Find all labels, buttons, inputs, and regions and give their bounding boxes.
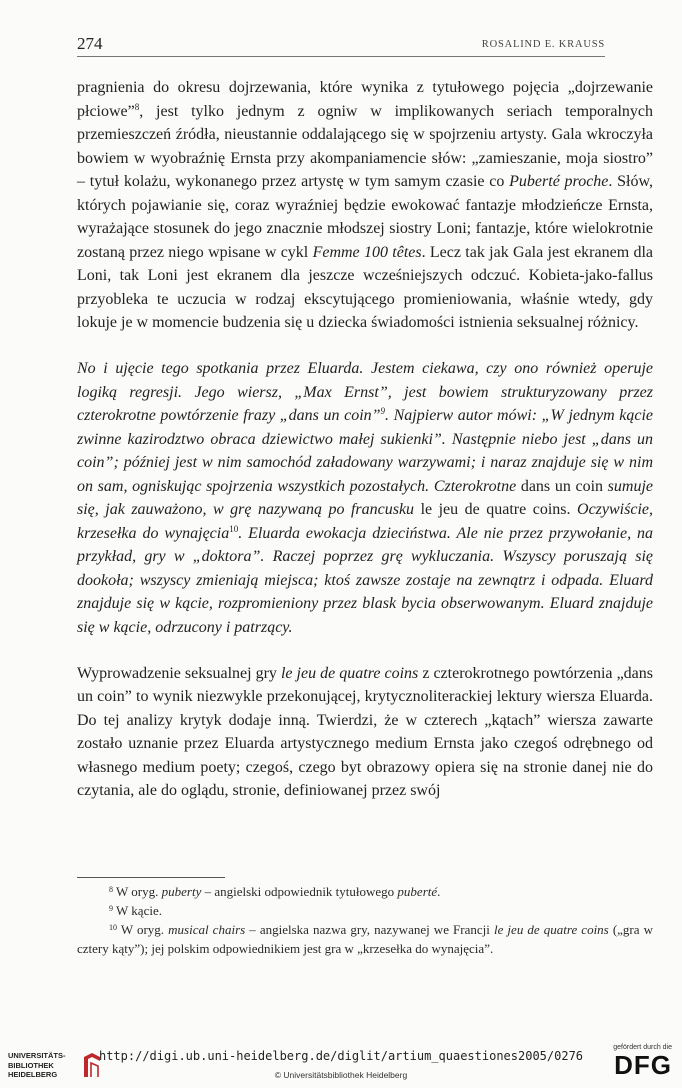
footnote-number: 9 <box>109 904 113 913</box>
text-run: Oczywiście, krzesełka do wynajęcia <box>77 501 653 542</box>
funded-by-label: gefördert durch die <box>613 1044 672 1051</box>
text-run: – angielska nazwa gry, nazywanej we Francji <box>245 922 494 937</box>
page-number: 274 <box>77 34 103 53</box>
dfg-logo[interactable] <box>608 1044 672 1086</box>
text-run: sumuje się, jak zauważono, w grę nazywaną po francusku <box>77 477 653 519</box>
text-run: Czterokrotne <box>433 477 517 495</box>
footnote-number: 10 <box>109 923 117 932</box>
footnote-rule <box>77 877 225 878</box>
text-run: musical chairs <box>168 922 246 937</box>
library-name-line: BIBLIOTHEK <box>8 1060 54 1070</box>
text-run: – angielski odpowiednik tytułowego <box>201 884 398 899</box>
text-run: le jeu de quatre coins <box>493 922 609 937</box>
footnote-10 <box>77 920 653 958</box>
text-run: z czterokrotnego powtórzenia „dans un coin” to wynik niezwykle przekonującej, krytycznoliterackiej lektury wiersza Eluarda. Do tej analizy krytyk dodaje inną. Twierdzi, że w czterech „kątach” wiersza zawarte zostało uznanie przez Eluarda artystycznego medium Ernsta jako czegoś odrębnego od własnego medium poety; czegoś, czego byt obrazowy opiera się na stronie danej nie do czytania, ale do oglądu, stronie, definiowanej przez swój <box>77 664 653 800</box>
text-run: . Słów, których pojawianie się, coraz wyraźniej będzie ewokować fantazje młodzieńcze Ernsta, wyrażające stosunek do jego znacznie młodszej siostry Loni; fantazje, które wielokrotnie zostaną przez niego wpisane w cykl <box>77 173 654 261</box>
text-run: („gra w cztery kąty”); jej polskim odpowiednikiem jest gra w „krzesełka do wynajęcia”. <box>77 922 654 956</box>
text-run: W oryg. <box>120 922 169 937</box>
permalink-url[interactable]: http://digi.ub.uni-heidelberg.de/diglit/artium_quaestiones2005/0276 <box>98 1049 584 1063</box>
artwork-title: Puberté proche <box>509 173 609 191</box>
text-run: No i ujęcie tego spotkania przez Eluarda. Jestem ciekawa, czy ono również operuje logiką regresji. Jego wiersz, „Max Ernst”, jest bowiem strukturyzowany przez czterokrotne powtórzenie frazy „dans un coin” <box>77 360 653 425</box>
text-run: puberté <box>397 884 438 899</box>
footnotes <box>77 882 653 958</box>
text-run: . Eluarda ewokacja dzieciństwa. Ale nie przez przywołanie, na przykład, gry w „doktora”. Raczej poprzez grę wykluczania. Wszyscy poruszają się dookoła; wszyscy zmieniają miejsca; ktoś zawsze zostaje na zewnątrz i odpada. Eluard znajduje się w kącie, rozpromieniony przez blask bycia obserwowanym. Eluard znajduje się w kącie, odrzucony i patrzący. <box>77 524 653 637</box>
footnote-ref-9[interactable]: 9 <box>380 406 386 417</box>
digitization-footer <box>0 1036 682 1088</box>
text-run: W oryg. <box>116 884 162 899</box>
footnote-ref-10[interactable]: 10 <box>229 523 239 534</box>
text-run: le jeu de quatre coins. <box>414 501 578 519</box>
copyright-notice: © Universitätsbibliothek Heidelberg <box>274 1070 408 1080</box>
page-header <box>77 34 605 56</box>
paragraph-gap <box>77 640 653 662</box>
text-run: W kącie. <box>116 903 162 918</box>
header-rule <box>77 56 605 57</box>
text-run: puberty <box>161 884 202 899</box>
main-text <box>77 76 653 803</box>
text-run: le jeu de quatre coins <box>280 664 419 682</box>
footnote-8 <box>77 882 653 901</box>
paragraph-gap <box>77 335 653 357</box>
text-run: Wyprowadzenie seksualnej gry <box>77 664 281 682</box>
paragraph-2 <box>77 357 653 640</box>
dfg-wordmark: DFG <box>614 1050 672 1080</box>
text-run: . <box>437 884 441 899</box>
library-name-line: HEIDELBERG <box>8 1070 58 1079</box>
text-run: . Lecz tak jak Gala jest ekranem dla Loni, tak Loni jest ekranem dla jeszcze wcześniejszych odczuć. Kobieta-jako-fallus przyobleka te uczucia w rodzaj ekscytującego promieniowania, właśnie wtedy, gdy lokuje je w momencie budzenia się u dziecka świadomości istnienia seksualnej różnicy. <box>77 243 653 332</box>
footnote-ref-8[interactable]: 8 <box>134 101 140 112</box>
text-run: . Najpierw autor mówi: „W jednym kącie zwinne kazirodztwo obraca dziewictwo małej sukienki”. Następnie niebo jest „dans un coin”; później jest w nim samochód załadowany warzywami; i naraz znajduje się w nim on sam, ogniskując spojrzenia wszystkich pozostałych. <box>77 407 654 495</box>
library-name-line: UNIVERSITÄTS- <box>8 1051 66 1060</box>
footnote-number: 8 <box>109 885 113 894</box>
paragraph-1 <box>77 76 653 335</box>
artwork-title: Femme 100 têtes <box>312 243 422 261</box>
running-head: ROSALIND E. KRAUSS <box>481 39 605 50</box>
text-run: dans un coin <box>516 477 608 495</box>
text-run: , jest tylko jednym z ogniw w implikowanych seriach temporalnych przemieszczeń źródła, nieustannie oddalającego się w spojrzeniu artysty. Gala wkroczyła bowiem w wyobraźnię Ernsta przy akompaniamencie słów: „zamieszanie, moja siostro” – tytuł kolażu, wykonanego przez artystę w tym samym czasie co <box>77 102 653 191</box>
paragraph-3 <box>77 662 653 803</box>
footnote-9 <box>77 901 653 920</box>
text-run: pragnienia do okresu dojrzewania, które wynika z tytułowego pojęcia „dojrzewanie płciowe” <box>77 79 653 120</box>
